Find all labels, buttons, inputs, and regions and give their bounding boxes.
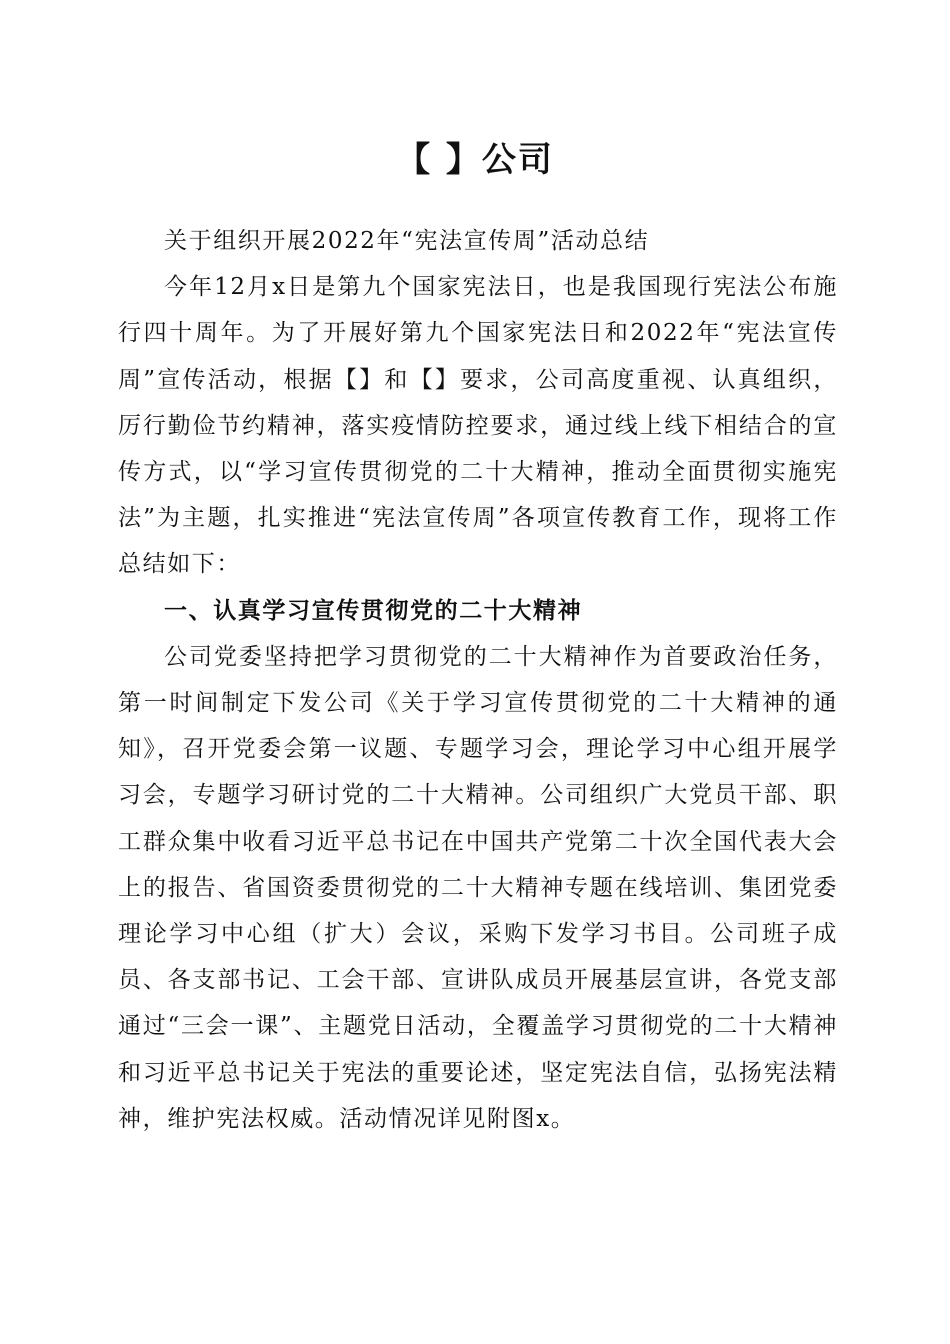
document-body (118, 218, 838, 1142)
section-heading: 一、认真学习宣传贯彻党的二十大精神 (164, 597, 583, 624)
section-paragraph: 公司党委坚持把学习贯彻党的二十大精神作为首要政治任务，第一时间制定下发公司《关于学习宣传贯彻党的二十大精神的通知》，召开党委会第一议题、专题学习会，理论学习中心组开展学习会，专题学习研讨党的二十大精神。公司组织广大党员干部、职工群众集中收看习近平总书记在中国共产党第二十次全国代表大会上的报告、省国资委贯彻党的二十大精神专题在线培训、集团党委理论学习中心组（扩大）会议，采购下发学习书目。公司班子成员、各支部书记、工会干部、宣讲队成员开展基层宣讲，各党支部通过“三会一课”、主题党日活动，全覆盖学习贯彻党的二十大精神和习近平总书记关于宪法的重要论述，坚定宪法自信，弘扬宪法精神，维护宪法权威。活动情况详见附图x。 (118, 643, 838, 1132)
document-title: 【 】公司 (396, 140, 554, 180)
intro-paragraph: 今年12月x日是第九个国家宪法日，也是我国现行宪法公布施行四十周年。为了开展好第九个国家宪法日和2022年“宪法宣传周”宣传活动，根据【】和【】要求，公司高度重视、认真组织，厉行勤俭节约精神，落实疫情防控要求，通过线上线下相结合的宣传方式，以“学习宣传贯彻党的二十大精神，推动全面贯彻实施宪法”为主题，扎实推进“宪法宣传周”各项宣传教育工作，现将工作总结如下： (118, 274, 838, 578)
document-subtitle: 关于组织开展2022年“宪法宣传周”活动总结 (164, 228, 650, 254)
